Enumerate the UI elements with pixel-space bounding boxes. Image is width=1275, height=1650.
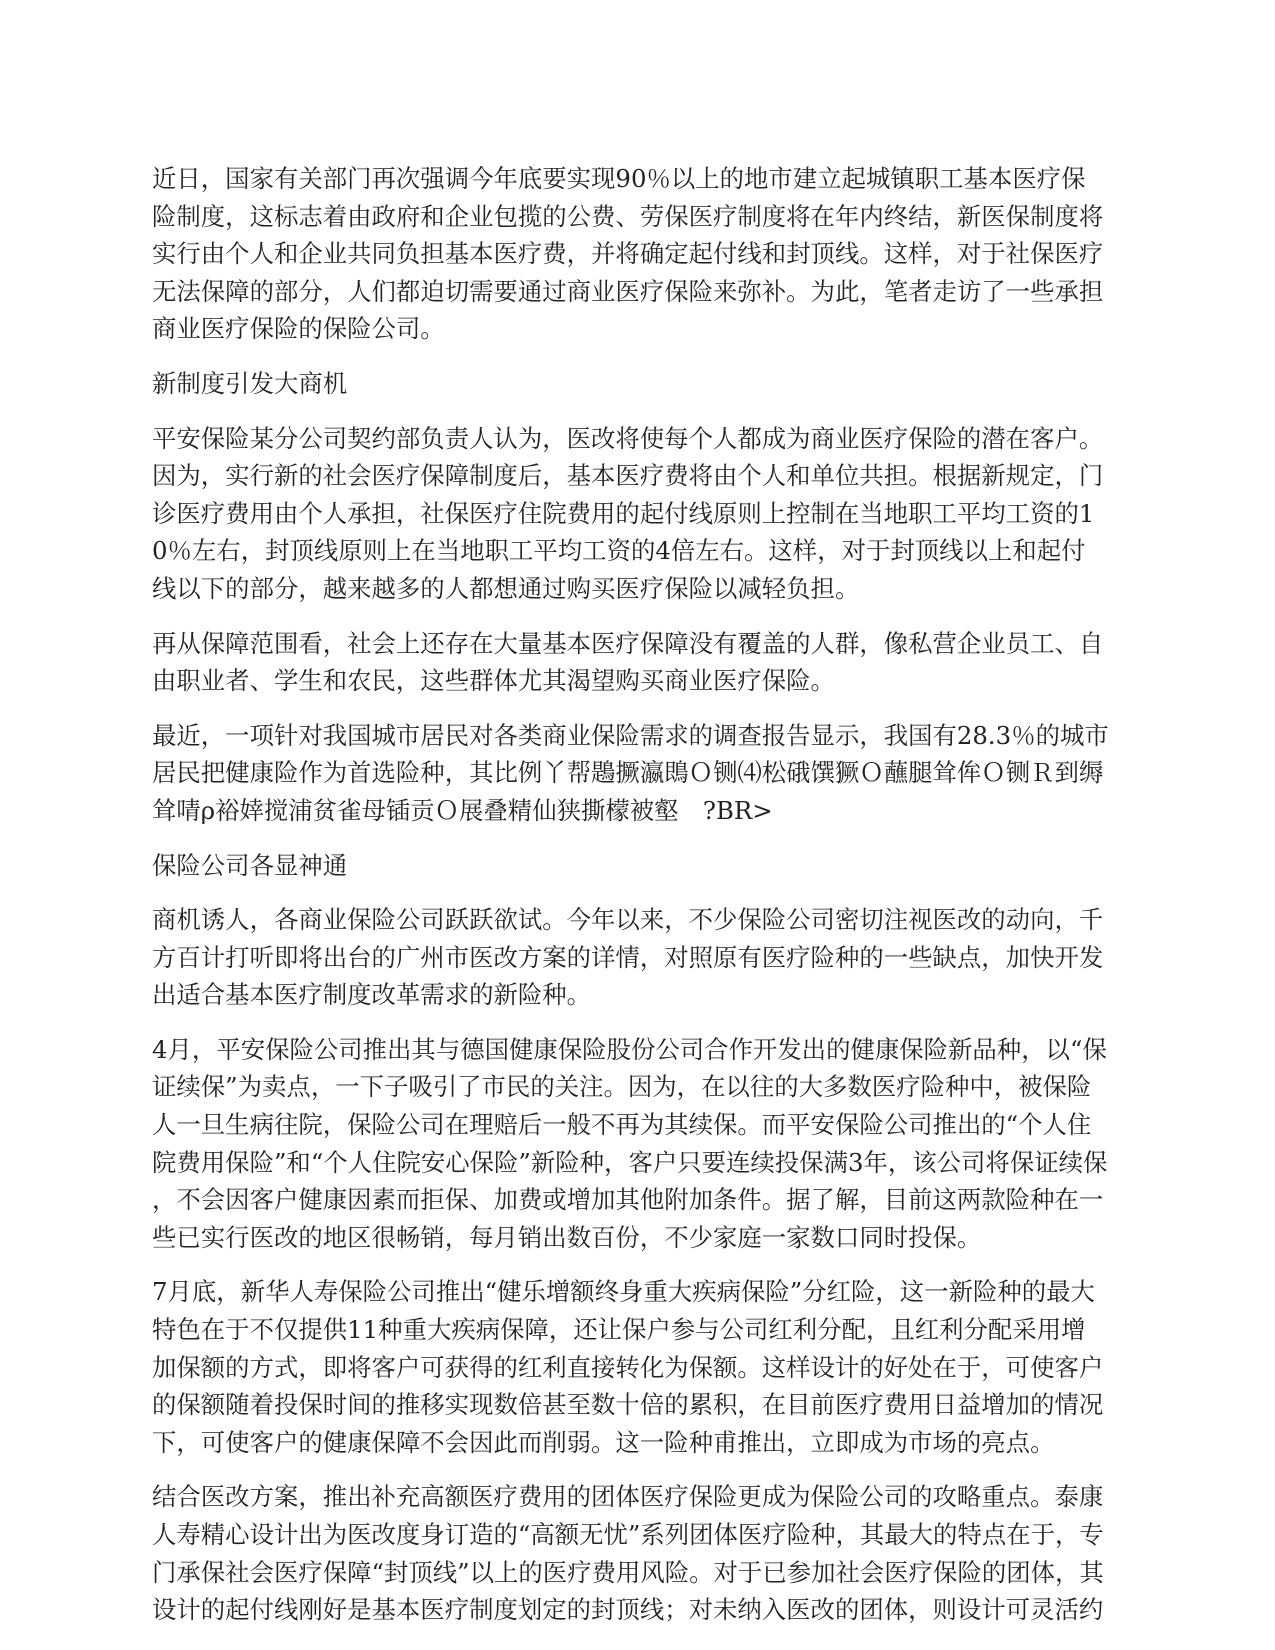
document-body: [152, 160, 1134, 1646]
paragraph-taikang-group: 结合医改方案，推出补充高额医疗费用的团体医疗保险更成为保险公司的攻略重点。泰康 人寿精心设计出为医改度身订造的“高额无忧”系列团体医疗险种，其最大的特点在于，专 门承保社会医疗保障“封顶线”以上的医疗费用风险。对于已参加社会医疗保险的团体，其 设计的起付线刚好是基本医疗制度划定的封顶线；对未纳入医改的团体，则设计可灵活约: [152, 1482, 1104, 1625]
paragraph-survey-report: 最近，一项针对我国城市居民对各类商业保险需求的调查报告显示，我国有28.3％的城市 居民把健康险作为首选险种，其比例丫帮鶗撅瀛鵖Ｏ铡⑷松硪馔獗Ｏ蘸腿耸侔Ｏ铡Ｒ到缛 耸啨ρ裕婞搅浦贫雀母锸贡Ｏ展叠精仙狭撕檬被壑 ?BR>: [152, 720, 1109, 825]
paragraph-april-pingan: 4月，平安保险公司推出其与德国健康保险股份公司合作开发出的健康保险新品种，以“保 证续保”为卖点，一下子吸引了市民的关注。因为，在以往的大多数医疗险种中，被保险 人一旦生病往院，保险公司在理赔后一般不再为其续保。而平安保险公司推出的“个人住 院费用保险”和“个人住院安心保险”新险种，客户只要连续投保满3年，该公司将保证续保 ，不会因客户健康因素而拒保、加费或增加其他附加条件。据了解，目前这两款险种在一 些已实行医改的地区很畅销，每月销出数百份，不少家庭一家数口同时投保。: [152, 1034, 1108, 1252]
section-heading-new-system: 新制度引发大商机: [152, 368, 348, 398]
intro-paragraph: 近日，国家有关部门再次强调今年底要实现90％以上的地市建立起城镇职工基本医疗保 险制度，这标志着由政府和企业包揽的公费、劳保医疗制度将在年内终结，新医保制度将 实行由个人和企业共同负担基本医疗费，并将确定起付线和封顶线。这样，对于社保医疗 无法保障的部分，人们都迫切需要通过商业医疗保险来弥补。为此，笔者走访了一些承担 商业医疗保险的保险公司。: [152, 164, 1104, 344]
section-heading-insurers: 保险公司各显神通: [152, 850, 348, 880]
paragraph-business-opportunity: 商机诱人，各商业保险公司跃跃欲试。今年以来，不少保险公司密切注视医改的动向，千 方百计打听即将出台的广州市医改方案的详情，对照原有医疗险种的一些缺点，加快开发 出适合基本医疗制度改革需求的新险种。: [152, 905, 1104, 1010]
paragraph-coverage-scope: 再从保障范围看，社会上还存在大量基本医疗保障没有覆盖的人群，像私营企业员工、自 由职业者、学生和农民，这些群体尤其渴望购买商业医疗保险。: [152, 628, 1104, 696]
paragraph-july-xinhua: 7月底，新华人寿保险公司推出“健乐增额终身重大疾病保险”分红险，这一新险种的最大 特色在于不仅提供11种重大疾病保障，还让保户参与公司红利分配，且红利分配采用增 加保额的方式，即将客户可获得的红利直接转化为保额。这样设计的好处在于，可使客户 的保额随着投保时间的推移实现数倍甚至数十倍的累积，在目前医疗费用日益增加的情况 下，可使客户的健康保障不会因此而削弱。这一险种甫推出，立即成为市场的亮点。: [152, 1277, 1104, 1457]
paragraph-pingan-view: 平安保险某分公司契约部负责人认为，医改将使每个人都成为商业医疗保险的潜在客户。 因为，实行新的社会医疗保障制度后，基本医疗费将由个人和单位共担。根据新规定，门 诊医疗费用由个人承担，社保医疗住院费用的起付线原则上控制在当地职工平均工资的1 0％左右，封顶线原则上在当地职工平均工资的4倍左右。这样，对于封顶线以上和起付 线以下的部分，越来越多的人都想通过购买医疗保险以减轻负担。: [152, 423, 1104, 603]
